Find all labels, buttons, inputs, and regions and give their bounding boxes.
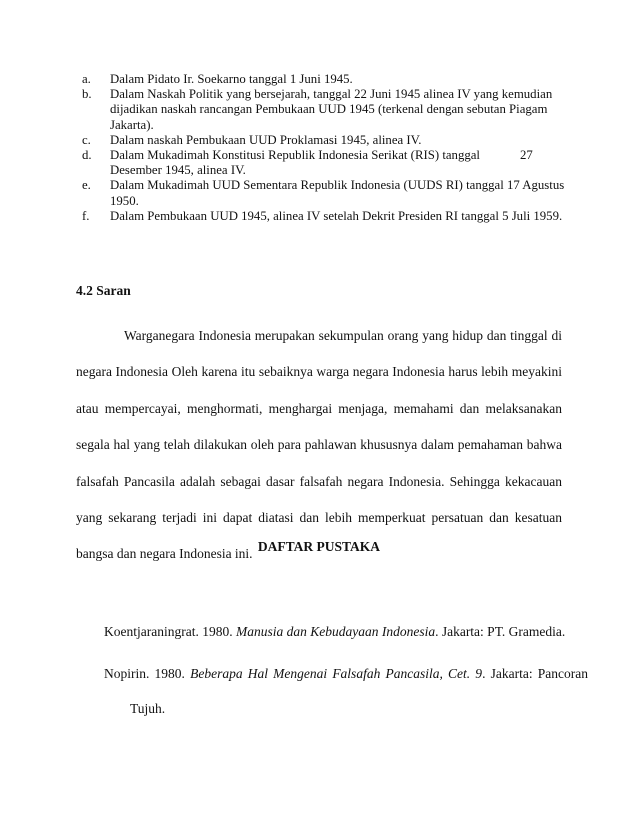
list-marker: f. [82,208,90,223]
list-item [82,133,572,148]
reference-publisher: . Jakarta: PT. Gramedia. [435,624,566,639]
list-item [82,72,572,87]
reference-entry [104,614,588,649]
list-marker: a. [82,72,91,86]
section-heading: 4.2 Saran [76,283,131,298]
reference-publisher: . Jakarta: Pancoran Tujuh. [130,666,588,716]
list-item-text-continued: 27 Desember 1945, alinea IV. [110,148,533,178]
reference-author-year: Koentjaraningrat. 1980. [104,624,236,639]
reference-entry [104,656,588,726]
reference-book-title: Manusia dan Kebudayaan Indonesia [235,624,436,639]
list-item [82,178,572,208]
list-item-text: Dalam Naskah Politik yang bersejarah, tanggal 22 Juni 1945 alinea IV yang kemudian dijadikan naskah rancangan Pembukaan UUD 1945 (terkenal dengan sebutan Piagam Jakarta). [110,87,553,132]
list-marker: b. [82,87,92,102]
list-marker: c. [82,132,91,147]
list-item-text: Dalam Pidato Ir. Soekarno tanggal 1 Juni 1945. [110,72,353,86]
list-item [82,148,572,178]
list-item-text: Dalam Mukadimah UUD Sementara Republik Indonesia (UUDS RI) tanggal 17 Agustus 1950. [110,178,565,208]
list-marker: d. [82,148,92,163]
list-marker: e. [82,178,91,193]
reference-author-year: Nopirin. 1980. [104,666,191,681]
list-item [82,87,572,133]
section-paragraph: Warganegara Indonesia merupakan sekumpulan orang yang hidup dan tinggal di negara Indonesia Oleh karena itu sebaiknya warga negara Indonesia harus lebih meyakini atau mempercayai, menghormati, menghargai menjaga, memahami dan melaksanakan segala hal yang telah dilakukan oleh para pahlawan khususnya dalam pemahaman bahwa falsafah Pancasila adalah sebagai dasar falsafah negara Indonesia. Sehingga kekacauan yang sekarang terjadi ini dapat diatasi dan lebih memperkuat persatuan dan kesatuan bangsa dan negara Indonesia ini. [76,328,562,562]
list-item-text: Dalam Pembukaan UUD 1945, alinea IV setelah Dekrit Presiden RI tanggal 5 Juli 1959. [110,208,563,223]
references-title: DAFTAR PUSTAKA [257,539,381,554]
list-item [82,209,572,224]
legal-basis-list [82,72,572,224]
list-item-text: Dalam naskah Pembukaan UUD Proklamasi 1945, alinea IV. [110,132,422,147]
reference-book-title: Beberapa Hal Mengenai Falsafah Pancasila, Cet. 9 [190,666,483,681]
list-item-text: Dalam Mukadimah Konstitusi Republik Indonesia Serikat (RIS) tanggal [110,148,480,163]
